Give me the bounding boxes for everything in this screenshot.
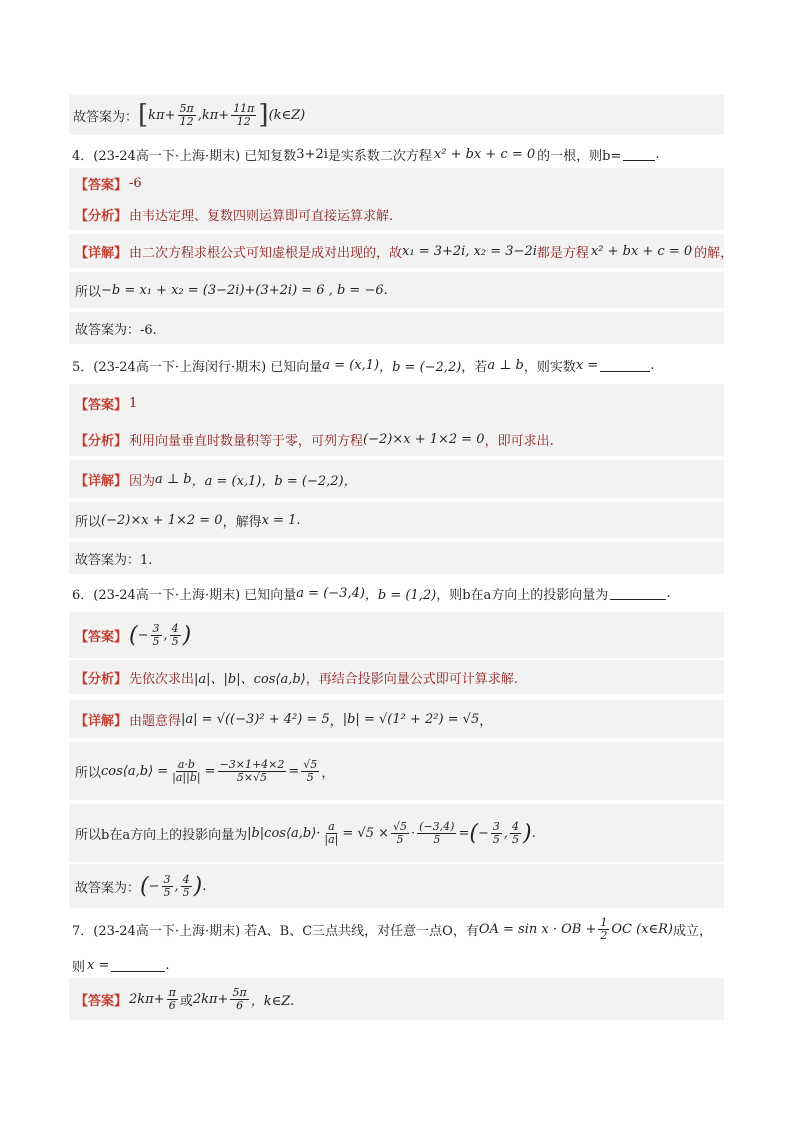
answer-blank: [111, 959, 165, 972]
q3-answer-label: 故答案为：: [73, 109, 139, 125]
q5-detail-1: 【详解】 因为 a ⊥ b ，a = (x,1)，b = (−2,2)，: [69, 460, 724, 498]
q7-stem-line1: 7．(23-24高一下·上海·期末) 若A、B、C三点共线，对任意一点O，有 OA = sin x · OB + $\frac{1}{2}$ OC (x∈R) 成立，: [72, 915, 712, 942]
q6-d2-frac-1: $\frac{a\cdot b}{|a||b|}$: [172, 757, 201, 784]
q4-stem: 4．(23-24高一下·上海·期末) 已知复数 3+2i 是实系数二次方程 x² + bx + c = 0 的一根，则b= .: [72, 146, 660, 164]
open-bracket: [: [138, 100, 149, 130]
q6-detail-2: 所以 cos⟨a,b⟩ = $\frac{a\cdot b}{|a||b|}$ = $\frac{-3\times 1+4\times 2}{5\times√5}$ = $\frac{√5}{5}$ ，: [69, 742, 724, 800]
answer-tag: 【答案】: [75, 629, 128, 645]
q6-ans-frac-1: $\frac{3}{5}$: [152, 621, 160, 648]
q6-detail-1: 【详解】 由题意得 |a| = √((−3)² + 4²) = 5 ， |b| = √(1² + 2²) = √5 ，: [69, 700, 724, 738]
q3-ans-tail: (k∈Z): [268, 107, 306, 123]
q6-final: 故答案为： ( − $\frac{3}{5}$ , $\frac{4}{5}$ ) .: [69, 864, 724, 908]
q6-analysis: 【分析】 先依次求出 |a|、|b|、cos⟨a,b⟩ ，再结合投影向量公式即可计算求解.: [69, 660, 724, 694]
q3-ans-mid: ,kπ+: [197, 107, 230, 123]
q5-analysis: 【分析】 利用向量垂直时数量积等于零，可列方程 (−2)×x + 1×2 = 0 ，即可求出.: [69, 422, 724, 456]
detail-tag: 【详解】: [75, 245, 128, 261]
q3-answer-line: [69, 95, 724, 135]
answer-tag: 【答案】: [75, 993, 128, 1009]
q6-d3-frac-4: $\frac{4}{5}$: [512, 819, 520, 846]
q6-detail-3: 所以b在a方向上的投影向量为 |b|cos⟨a,b⟩· $\frac{a}{|a|}$ = √5 × $\frac{√5}{5}$ · $\frac{(-3,4)}{5}$ = ( − $\frac{3}{5}$ , $\frac{4}{5}$ ) .: [69, 804, 724, 862]
q6-d2-frac-2: $\frac{-3\times 1+4\times 2}{5\times√5}$: [219, 757, 285, 784]
q4-detail-2: 所以 −b = x₁ + x₂ = (3−2i)+(3+2i) = 6 , b = −6 .: [69, 272, 724, 308]
q6-d3-frac-2: $\frac{(-3,4)}{5}$: [419, 819, 455, 846]
q6-d3-frac-3: $\frac{3}{5}$: [492, 819, 500, 846]
answer-blank: [610, 587, 666, 600]
answer-blank: [623, 148, 655, 161]
q6-stem: 6．(23-24高一下·上海·期末) 已知向量 a = (−3,4) ，b = (1,2) ，则b在a方向上的投影向量为 .: [72, 585, 671, 603]
answer-tag: 【答案】: [75, 177, 128, 193]
analysis-tag: 【分析】: [75, 208, 128, 224]
detail-tag: 【详解】: [75, 473, 128, 489]
q6-d3-frac-0: $\frac{a}{|a|}$: [324, 819, 339, 846]
q4-detail-1: 【详解】 由二次方程求根公式可知虚根是成对出现的，故 x₁ = 3+2i, x₂ = 3−2i 都是方程 x² + bx + c = 0 的解，: [69, 234, 724, 268]
q5-detail-2: 所以 (−2)×x + 1×2 = 0 ，解得 x = 1 .: [69, 502, 724, 538]
answer-tag: 【答案】: [75, 397, 128, 413]
q5-stem: 5．(23-24高一下·上海闵行·期末) 已知向量 a = (x,1) ，b = (−2,2) ，若 a ⊥ b ，则实数 x = .: [72, 357, 655, 375]
q5-answer: 【答案】 1: [69, 384, 724, 422]
q6-d2-frac-3: $\frac{√5}{5}$: [303, 757, 318, 784]
q6-final-frac-1: $\frac{3}{5}$: [163, 872, 171, 899]
answer-blank: [600, 359, 650, 372]
q6-final-frac-2: $\frac{4}{5}$: [182, 872, 190, 899]
q7-half-frac: $\frac{1}{2}$: [600, 915, 608, 942]
q3-ans-k1: kπ+: [148, 107, 176, 123]
q6-answer: 【答案】 ( − $\frac{3}{5}$ , $\frac{4}{5}$ ): [69, 612, 724, 658]
analysis-tag: 【分析】: [75, 433, 128, 449]
analysis-tag: 【分析】: [75, 671, 128, 687]
q3-frac-1: $\frac{5\pi}{12}$: [179, 101, 194, 128]
q7-answer: 【答案】 2kπ+ $\frac{\pi}{6}$ 或 2kπ+ $\frac{5\pi}{6}$ ，k∈Z.: [69, 978, 724, 1020]
q4-answer: 【答案】 -6: [69, 168, 724, 198]
detail-tag: 【详解】: [75, 713, 128, 729]
q3-frac-2: $\frac{11\pi}{12}$: [233, 101, 255, 128]
close-paren: ): [182, 622, 192, 648]
q5-final: 故答案为：1.: [69, 542, 724, 574]
q4-analysis: 【分析】 由韦达定理、复数四则运算即可直接运算求解.: [69, 198, 724, 230]
close-bracket: ]: [258, 100, 269, 130]
open-paren: (: [129, 622, 138, 648]
q6-ans-frac-2: $\frac{4}{5}$: [171, 621, 179, 648]
q4-final: 故答案为：-6.: [69, 312, 724, 344]
q6-d3-frac-1: $\frac{√5}{5}$: [393, 819, 408, 846]
q7-ans-frac-1: $\frac{\pi}{6}$: [168, 985, 176, 1012]
q7-stem-line2: 则 x = .: [72, 957, 170, 975]
q7-ans-frac-2: $\frac{5\pi}{6}$: [232, 985, 247, 1012]
